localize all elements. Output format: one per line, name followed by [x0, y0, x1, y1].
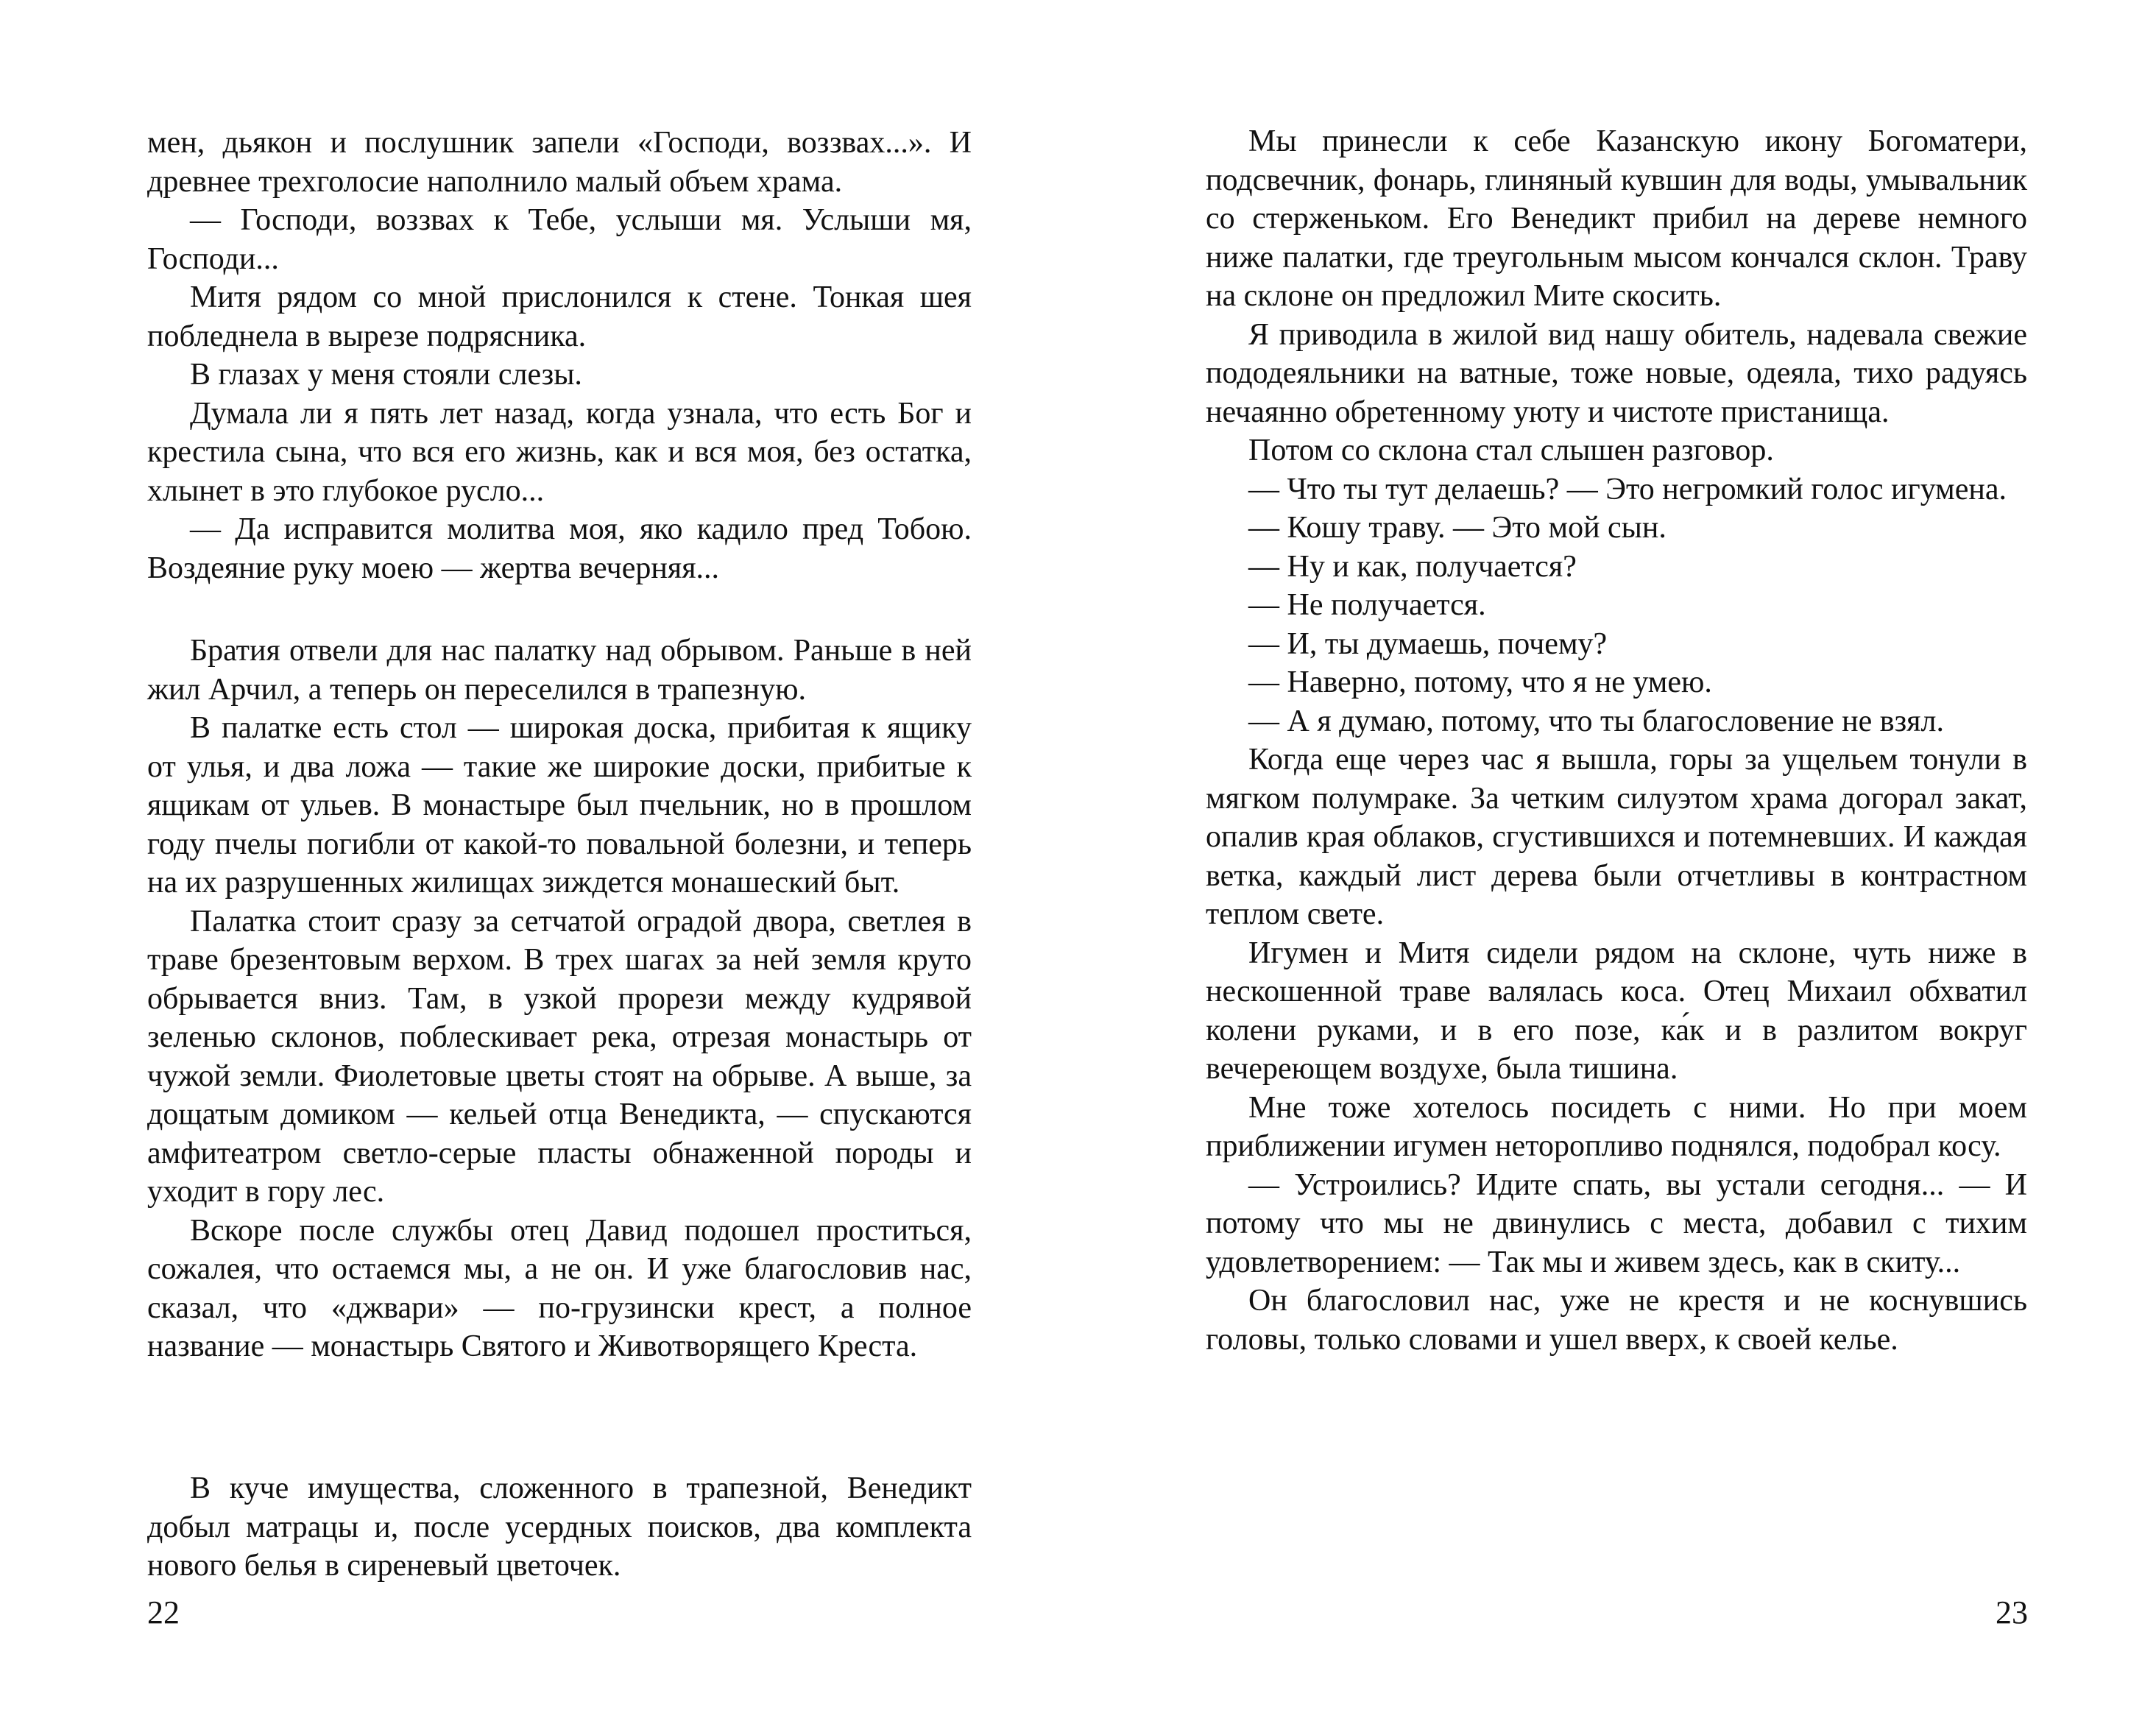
page-number: 23 [1996, 1594, 2028, 1630]
paragraph: Митя рядом со мной прислонился к стене. Тонкая шея побледнела в вырезе подрясника. [147, 280, 972, 353]
paragraph: В палатке есть стол — широкая доска, прибитая к ящику от улья, и два ложа — такие же широкие доски, прибитые к ящикам от ульев. В монастыре был пчельник, но в прошлом году пчелы погибли от какой-то повальной болезни, и теперь на их разрушенных жилищах зиждется монашеский быт. [147, 711, 972, 900]
paragraph: Потом со склона стал слышен разговор. [1248, 434, 1774, 467]
paragraph: Думала ли я пять лет назад, когда узнала, что есть Бог и крестила сына, что вся его жизнь, как и вся моя, без остатка, хлынет в это глубокое русло... [147, 396, 972, 508]
paragraph: Он благословил нас, уже не крестя и не коснувшись головы, только словами и ушел вверх, к своей келье. [1206, 1284, 2027, 1357]
paragraph: В глазах у меня стояли слезы. [190, 358, 582, 392]
right-page [1078, 0, 2156, 1735]
paragraph: Игумен и Митя сидели рядом на склоне, чуть ниже в нескошенной траве валялась коса. Отец Михаил обхватил колени руками, и в его позе, ка́к и в разлитом вокруг вечереющем воздухе, была тишина. [1206, 936, 2027, 1086]
paragraph: — Господи, воззвах к Тебе, услыши мя. Услыши мя, Господи... [147, 203, 972, 276]
paragraph: мен, дьякон и послушник запели «Господи, воззвах...». И древнее трехголосие наполнило малый объем храма. [147, 126, 972, 199]
paragraph: Мне тоже хотелось посидеть с ними. Но при моем приближении игумен неторопливо поднялся, подобрал косу. [1206, 1090, 2027, 1163]
text-block-3 [147, 1469, 972, 1586]
text-block-2 [147, 632, 972, 1366]
paragraph: — Да исправится молитва моя, яко кадило пред Тобою. Воздеяние руку моею — жертва вечерняя... [147, 512, 972, 585]
paragraph: — Не получается. [1248, 588, 1486, 622]
paragraph: — Устроились? Идите спать, вы устали сегодня... — И потому что мы не двинулись с места, добавил с тихим удовлетворением: — Так мы и живем здесь, как в скиту... [1206, 1167, 2027, 1279]
paragraph: Братия отвели для нас палатку над обрывом. Раньше в ней жил Арчил, а теперь он переселился в трапезную. [147, 634, 972, 707]
paragraph: — Кошу траву. — Это мой сын. [1248, 511, 1667, 545]
paragraph: Мы принесли к себе Казанскую икону Богоматери, подсвечник, фонарь, глиняный кувшин для воды, умывальник со стерженьком. Его Венедикт прибил на дереве немного ниже палатки, где треугольным мысом кончался склон. Траву на склоне он предложил Мите скосить. [1206, 124, 2027, 313]
text-block-1 [147, 124, 972, 587]
paragraph: Вскоре после службы отец Давид подошел проститься, сожалея, что остаемся мы, а не он. И уже благословив нас, сказал, что «джвари» — по-грузински крест, а полное название — монастырь Святого и Животворящего Креста. [147, 1213, 972, 1363]
paragraph: — Что ты тут делаешь? — Это негромкий голос игумена. [1248, 472, 2007, 506]
paragraph: — Ну и как, получается? [1248, 549, 1577, 584]
text-block-1 [1206, 122, 2027, 1359]
paragraph: Я приводила в жилой вид нашу обитель, надевала свежие пододеяльники на ватные, тоже новые, одеяла, тихо радуясь нечаянно обретенному уюту и чистоте пристанища. [1206, 317, 2027, 429]
paragraph: — А я думаю, потому, что ты благословение не взял. [1248, 704, 1944, 738]
paragraph: Палатка стоит сразу за сетчатой оградой двора, светлея в траве брезентовым верхом. В трех шагах за ней земля круто обрывается вниз. Там, в узкой прорези между кудрявой зеленью склонов, поблескивает река, отрезая монастырь от чужой земли. Фиолетовые цветы стоят на обрыве. А выше, за дощатым домиком — кельей отца Венедикта, — спускаются амфитеатром светло-серые пласты обнаженной породы и уходит в гору лес. [147, 904, 972, 1209]
paragraph: — И, ты думаешь, почему? [1248, 626, 1608, 661]
paragraph: — Наверно, потому, что я не умею. [1248, 665, 1712, 699]
paragraph: Когда еще через час я вышла, горы за ущельем тонули в мягком полумраке. За четким силуэтом храма догорал закат, опалив края облаков, сгустившихся и потемневших. И каждая ветка, каждый лист дерева были отчетливы в контрастном теплом свете. [1206, 743, 2027, 931]
page-number: 22 [147, 1594, 180, 1630]
paragraph: В куче имущества, сложенного в трапезной, Венедикт добыл матрацы и, после усердных поисков, два комплекта нового белья в сиреневый цветочек. [147, 1471, 972, 1583]
